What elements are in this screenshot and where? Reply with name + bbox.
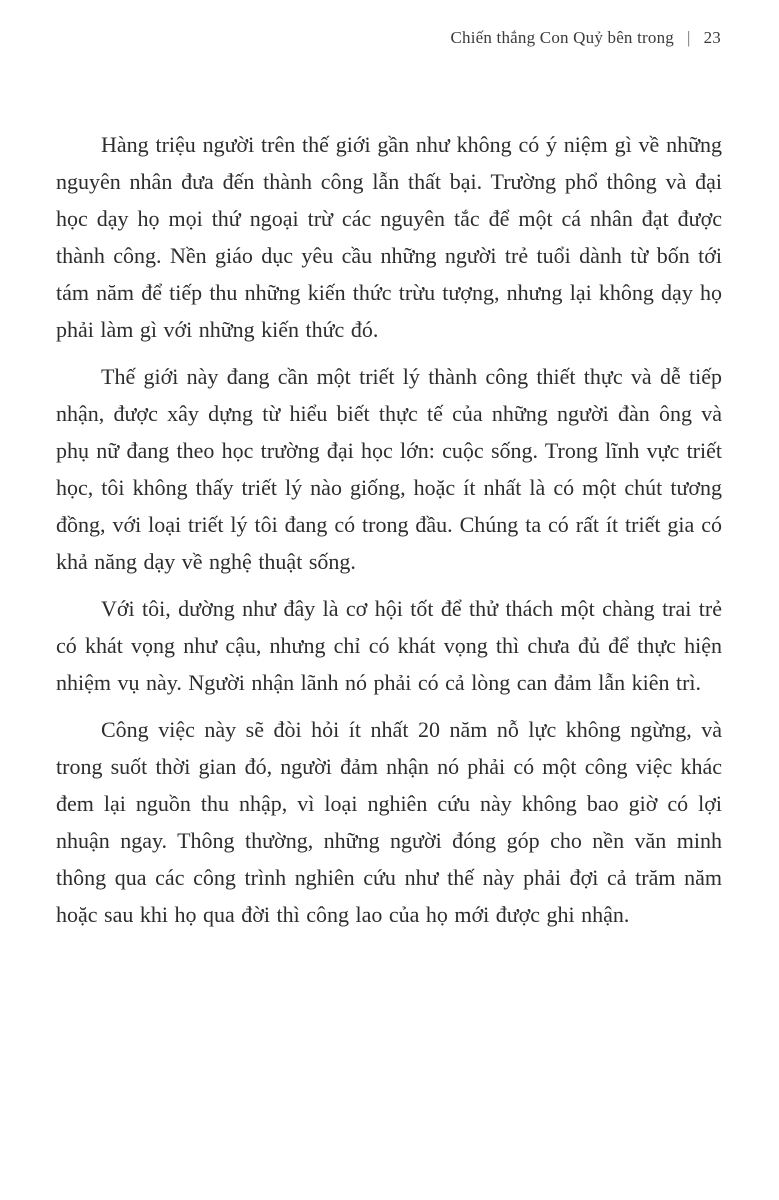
page-header bbox=[56, 26, 722, 50]
page-number: 23 bbox=[703, 28, 721, 47]
body-text bbox=[56, 126, 722, 933]
running-title: Chiến thắng Con Quỷ bên trong bbox=[450, 28, 674, 47]
paragraph: Hàng triệu người trên thế giới gần như không có ý niệm gì về những nguyên nhân đưa đến thành công lẫn thất bại. Trường phổ thông và đại học dạy họ mọi thứ ngoại trừ các nguyên tắc để một cá nhân đạt được thành công. Nền giáo dục yêu cầu những người trẻ tuổi dành từ bốn tới tám năm để tiếp thu những kiến thức trừu tượng, nhưng lại không dạy họ phải làm gì với những kiến thức đó. bbox=[56, 132, 722, 342]
header-separator: | bbox=[686, 28, 691, 47]
paragraph: Công việc này sẽ đòi hỏi ít nhất 20 năm nỗ lực không ngừng, và trong suốt thời gian đó, người đảm nhận nó phải có một công việc khác đem lại nguồn thu nhập, vì loại nghiên cứu này không bao giờ có lợi nhuận ngay. Thông thường, những người đóng góp cho nền văn minh thông qua các công trình nghiên cứu như thế này phải đợi cả trăm năm hoặc sau khi họ qua đời thì công lao của họ mới được ghi nhận. bbox=[56, 717, 722, 927]
paragraph: Với tôi, dường như đây là cơ hội tốt để thử thách một chàng trai trẻ có khát vọng như cậu, nhưng chỉ có khát vọng thì chưa đủ để thực hiện nhiệm vụ này. Người nhận lãnh nó phải có cả lòng can đảm lẫn kiên trì. bbox=[56, 596, 722, 695]
paragraph: Thế giới này đang cần một triết lý thành công thiết thực và dễ tiếp nhận, được xây dựng từ hiểu biết thực tế của những người đàn ông và phụ nữ đang theo học trường đại học lớn: cuộc sống. Trong lĩnh vực triết học, tôi không thấy triết lý nào giống, hoặc ít nhất là có một chút tương đồng, với loại triết lý tôi đang có trong đầu. Chúng ta có rất ít triết gia có khả năng dạy về nghệ thuật sống. bbox=[56, 364, 722, 574]
